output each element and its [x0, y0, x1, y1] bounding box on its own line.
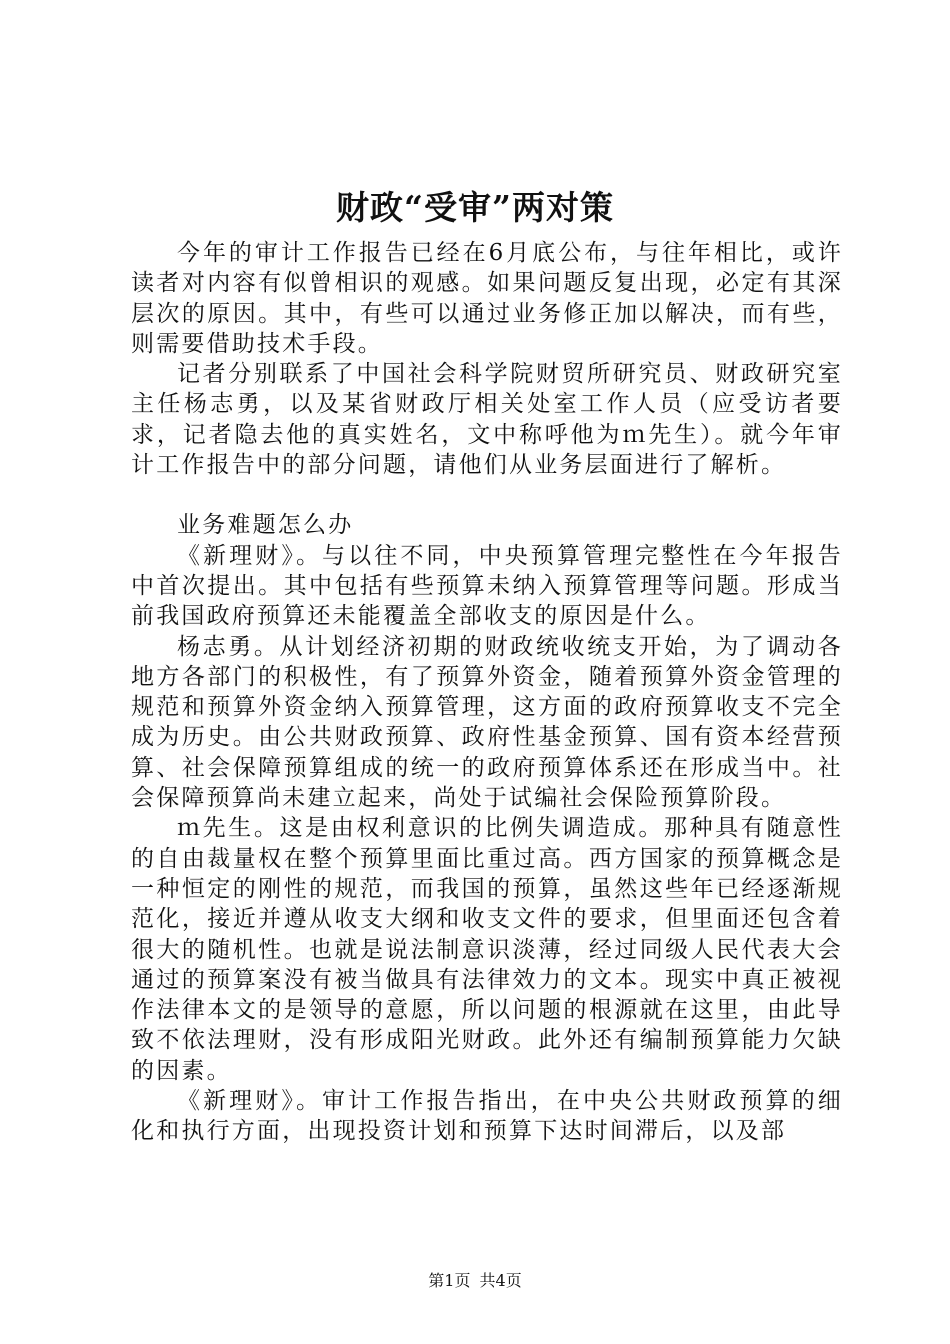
- document-title: 财政“受审”两对策: [336, 188, 614, 227]
- section-paragraph-1: 《新理财》。与以往不同，中央预算管理完整性在今年报告中首次提出。其中包括有些预算未纳入预算管理等问题。形成当前我国政府预算还未能覆盖全部收支的原因是什么。: [131, 542, 843, 630]
- section-paragraph-3: ｍ先生。这是由权利意识的比例失调造成。那种具有随意性的自由裁量权在整个预算里面比重过高。西方国家的预算概念是一种恒定的刚性的规范，而我国的预算，虽然这些年已经逐渐规范化，接近并遵从收支大纲和收支文件的要求，但里面还包含着很大的随机性。也就是说法制意识淡薄，经过同级人民代表大会通过的预算案没有被当做具有法律效力的文本。现实中真正被视作法律本文的是领导的意愿，所以问题的根源就在这里，由此导致不依法理财，没有形成阳光财政。此外还有编制预算能力欠缺的因素。: [131, 815, 843, 1084]
- page-footer: [0, 1270, 950, 1292]
- section-paragraph-2: 杨志勇。从计划经济初期的财政统收统支开始，为了调动各地方各部门的积极性，有了预算外资金，随着预算外资金管理的规范和预算外资金纳入预算管理，这方面的政府预算收支不完全成为历史。由公共财政预算、政府性基金预算、国有资本经营预算、社会保障预算组成的统一的政府预算体系还在形成当中。社会保障预算尚未建立起来，尚处于试编社会保险预算阶段。: [131, 633, 843, 812]
- section-heading: 业务难题怎么办: [177, 512, 354, 539]
- page-total: 共4页: [479, 1271, 522, 1290]
- intro-paragraph-2: 记者分别联系了中国社会科学院财贸所研究员、财政研究室主任杨志勇，以及某省财政厅相关处室工作人员（应受访者要求，记者隐去他的真实姓名，文中称呼他为ｍ先生）。就今年审计工作报告中的部分问题，请他们从业务层面进行了解析。: [131, 361, 843, 479]
- page-number: 第1页: [428, 1271, 471, 1290]
- section-paragraph-4: 《新理财》。审计工作报告指出，在中央公共财政预算的细化和执行方面，出现投资计划和预算下达时间滞后，以及部: [131, 1088, 843, 1145]
- document-body: [131, 238, 843, 1147]
- intro-paragraph-1: 今年的审计工作报告已经在6月底公布，与往年相比，或许读者对内容有似曾相识的观感。如果问题反复出现，必定有其深层次的原因。其中，有些可以通过业务修正加以解决，而有些，则需要借助技术手段。: [131, 240, 843, 357]
- paragraph-spacer: [131, 480, 843, 510]
